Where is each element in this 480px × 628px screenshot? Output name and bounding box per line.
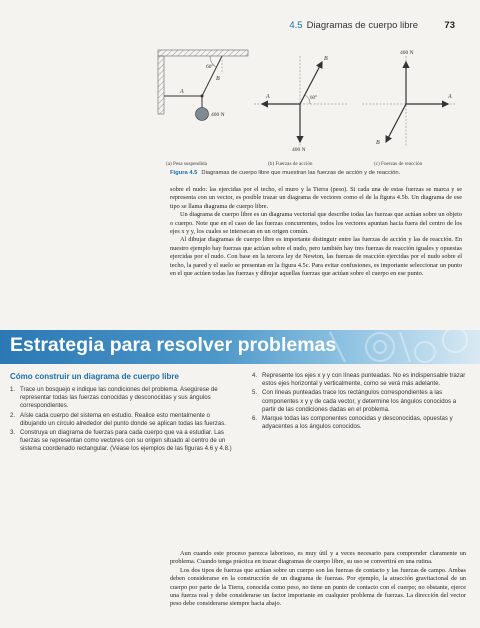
panel-a-caption: (a) Pesa suspendida: [166, 161, 207, 167]
panel-a-weight: 400 N: [211, 112, 225, 118]
step-number: 3.: [10, 429, 16, 437]
strategy-step: [252, 372, 467, 388]
panel-b-drawing: [254, 56, 348, 146]
step-number: 2.: [10, 411, 16, 419]
panel-b-label-a: A: [266, 94, 270, 100]
bottom-paragraph-1: Aun cuando este proceso parezca laborioso, es muy útil y a veces necesario para comprender claramente un problema. Cuando tenga práctica en trazar diagramas de cuerpo libre, su uso se convertirá en una rutina.: [170, 550, 466, 566]
ceiling: [158, 50, 248, 56]
figure-drawing: [150, 38, 462, 160]
panel-c-label-b: B: [376, 140, 380, 146]
panel-c-label-a: A: [448, 94, 452, 100]
weight-ball: [196, 108, 209, 121]
page-header: [0, 0, 480, 40]
wall: [158, 56, 164, 114]
strategy-heading: Cómo construir un diagrama de cuerpo libre: [10, 372, 179, 381]
step-number: 6.: [252, 415, 258, 423]
strategy-banner-title: Estrategia para resolver problemas: [10, 334, 337, 356]
panel-a-label-b: B: [216, 76, 220, 82]
panel-c-caption: (c) Fuerzas de reacción: [374, 161, 423, 167]
panel-a-angle: 60°: [206, 64, 214, 70]
panel-b-angle: 60°: [310, 96, 317, 101]
figure-caption-text: Diagramas de cuerpo libre que muestran las fuerzas de acción y de reacción.: [201, 170, 401, 176]
panel-c-weight: 400 N: [400, 50, 414, 56]
step-number: 4.: [252, 372, 258, 379]
page-number: 73: [444, 20, 455, 31]
step-text: Trace un bosquejo e indique las condiciones del problema. Asegúrese de representar todas las fuerzas conocidas y desconocidas y sus ángulos correspondientes.: [20, 386, 218, 410]
strategy-step: [252, 415, 467, 431]
figure-caption-label: Figura 4.5: [170, 170, 198, 176]
body-paragraph-3: Al dibujar diagramas de cuerpo libre es importante distinguir entre las fuerzas de acción y las de reacción. En nuestro ejemplo hay fuerzas que actúan sobre el nudo, pero también hay tres fuerzas de reacción iguales y opuestas ejercidas por el nudo. Con base en la tercera ley de Newton, las fuerzas de reacción ejercidas por el nudo sobre el techo, la pared y el suelo se presentan en la figura 4.5c. Para evitar confusiones, es importante seleccionar un punto en el que actúen todas las fuerzas y dibujar aquellas fuerzas que actúan sobre el cuerpo en ese punto.: [170, 236, 462, 278]
strategy-step: [10, 412, 235, 428]
body-text: [170, 186, 462, 278]
step-number: 1.: [10, 386, 16, 393]
figure-4-5: [150, 38, 462, 167]
strategy-banner: [0, 330, 480, 364]
strategy-steps-left: [10, 386, 235, 455]
figure-caption: [170, 170, 470, 176]
strategy-step: [10, 386, 235, 411]
running-title: [289, 20, 418, 31]
step-text: Represente los ejes x y y con líneas punteadas. No es indispensable trazar estos ejes horizontal y verticalmente, como se verá más adelante.: [262, 372, 466, 388]
panel-a-drawing: [158, 50, 248, 121]
bottom-text: [170, 550, 466, 609]
section-title: Diagramas de cuerpo libre: [306, 20, 418, 31]
step-text: Construya un diagrama de fuerzas para cada cuerpo que va a estudiar. Las fuerzas se representan como vectores con su origen situado al centro de un sistema coordenado rectangular. (Véase los ejemplos de las figuras 4.6 y 4.8.): [20, 429, 232, 453]
step-number: 5.: [252, 389, 258, 397]
panel-a-label-a: A: [180, 89, 184, 95]
bottom-paragraph-2: Los dos tipos de fuerzas que actúan sobre un cuerpo son las fuerzas de contacto y las fuerzas de campo. Ambas deben considerarse en la construcción de un diagrama de fuerzas. Por ejemplo, la atracción gravitacional de un cuerpo por parte de la Tierra, conocida como peso, no tiene un punto de contacto con el cuerpo; no obstante, ejerce una fuerza real y debe considerarse un factor importante en cualquier problema de fuerzas. La dirección del vector peso debe considerarse siempre hacia abajo.: [170, 566, 466, 608]
panel-c-force-b: [386, 104, 406, 142]
knot: [201, 95, 204, 98]
step-text: Marque todas las componentes conocidas y desconocidas, opuestas y adyacentes a los ángulos conocidos.: [262, 415, 453, 431]
panel-c-drawing: [362, 56, 456, 146]
body-paragraph-2: Un diagrama de cuerpo libre es un diagrama vectorial que describe todas las fuerzas que actúan sobre un objeto o cuerpo. Note que en el caso de las fuerzas concurrentes, todos los vectores apuntan hacia fuera del centro de los ejes x y y, los cuales se intersecan en un origen común.: [170, 211, 462, 236]
section-number: 4.5: [289, 20, 303, 31]
strategy-step: [252, 389, 467, 414]
step-text: Aísle cada cuerpo del sistema en estudio. Realice esto mentalmente o dibujando un círculo alrededor del punto donde se aplican todas las fuerzas.: [20, 411, 226, 427]
panel-b-weight: 400 N: [292, 147, 306, 153]
panel-b-label-b: B: [324, 56, 328, 62]
body-paragraph-1: sobre el nudo: las ejercidas por el techo, el muro y la Tierra (peso). Si cada una de estas fuerzas se marca y se representa con un vector, es posible trazar un diagrama de vectores como el de la figura 4.5b. Un diagrama de ese tipo se llama diagrama de cuerpo libre.: [170, 186, 462, 210]
panel-b-caption: (b) Fuerzas de acción: [268, 161, 313, 167]
strategy-steps-right: [252, 372, 467, 432]
step-text: Con líneas punteadas trace los rectángulos correspondientes a las componentes x y y de cada vector, y determine los ángulos conocidos a partir de las condiciones dadas en el problema.: [262, 389, 457, 413]
strategy-step: [10, 429, 235, 454]
